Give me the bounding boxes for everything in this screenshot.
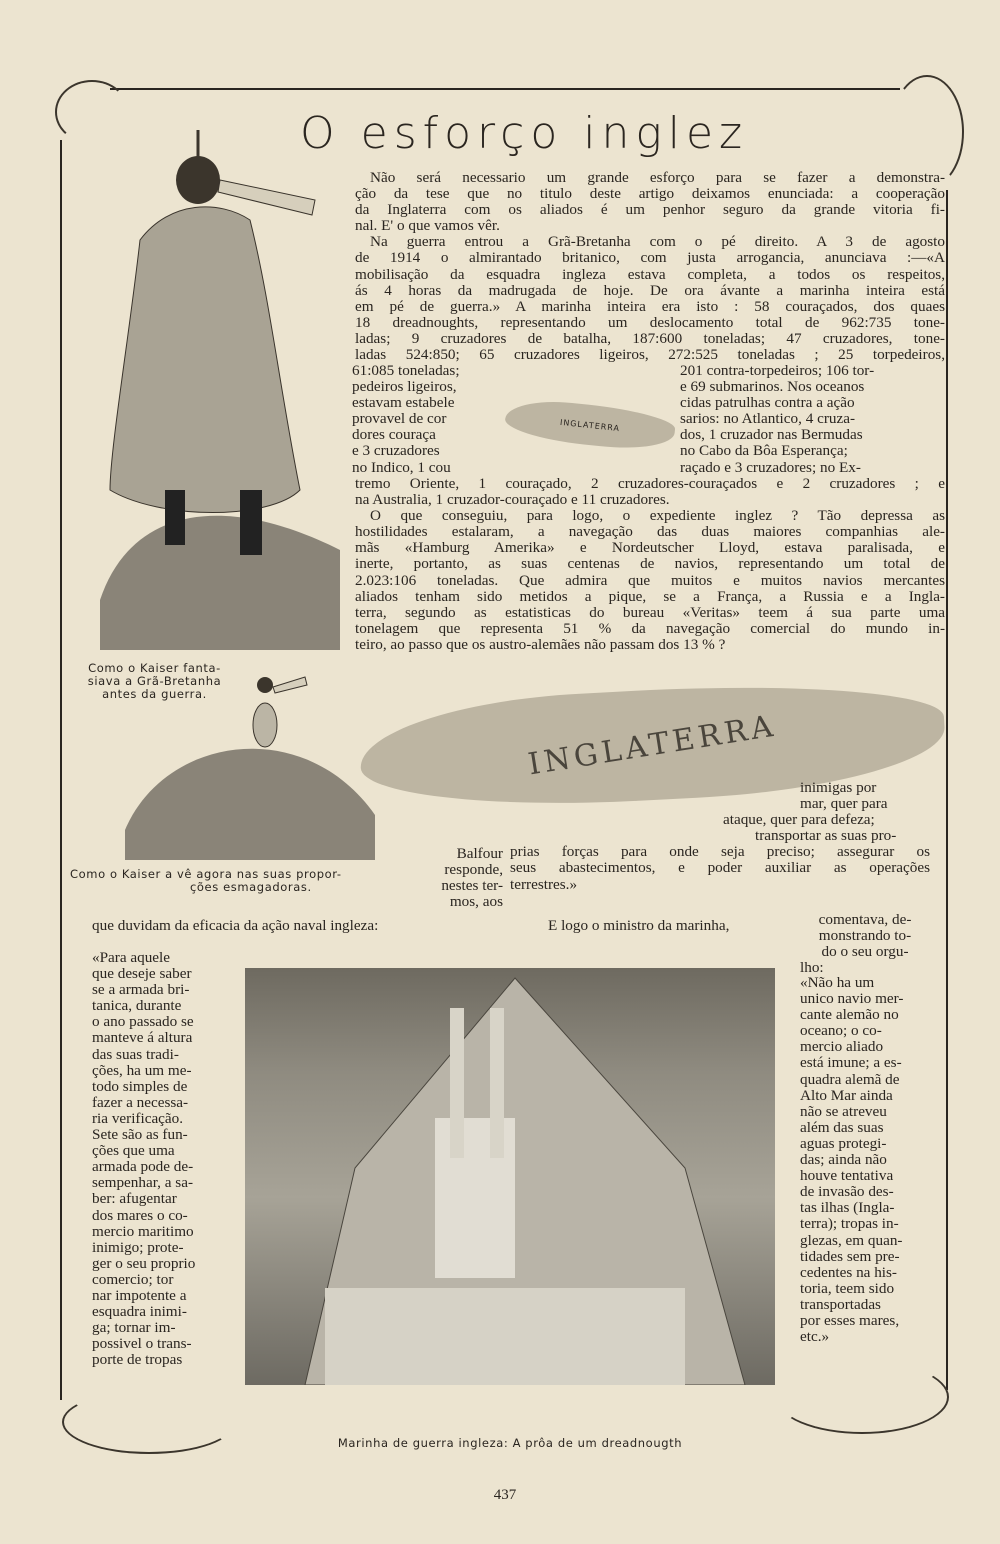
text-line: ções que uma (92, 1142, 175, 1160)
text-line: está imune; a es- (800, 1054, 902, 1072)
text-line-left: que duvidam da eficacia da ação naval ingleza: (92, 917, 379, 934)
text-line: mercio aliado (800, 1038, 884, 1056)
text-line: por esses mares, (800, 1311, 900, 1329)
text-line: se a armada bri- (92, 981, 190, 999)
text-line: hostilidades estalaram, a navegação das duas maiores companhias ale- (355, 523, 945, 541)
text-line: inimigo; prote- (92, 1238, 184, 1256)
text-line: que deseje saber (92, 965, 192, 983)
dreadnought-photo (245, 968, 775, 1385)
text-line: na Australia, 1 cruzador-couraçado e 11 cruzadores. (355, 491, 670, 509)
text-line: toria, teem sido (800, 1279, 895, 1297)
text-split-left (352, 363, 492, 476)
text-line: terrestres.» (510, 875, 578, 893)
text-line: terra); tropas in- (800, 1215, 899, 1233)
text-line: estavam estabele (352, 394, 455, 412)
text-line: nestes ter- (441, 877, 503, 895)
text-line: esquadra inimi- (92, 1303, 187, 1321)
text-line: no Indico, 1 cou (352, 458, 451, 476)
frame-right-rule (946, 190, 948, 1390)
text-line: 61:085 toneladas; (352, 362, 460, 379)
text-line: nar impotente a (92, 1286, 187, 1304)
text-line: ladas 524:850; 65 cruzadores ligeiros, 272:525 toneladas ; 25 torpedeiros, (355, 346, 945, 364)
text-line: ber: afugentar (92, 1190, 177, 1208)
text-line: quadra alemã de (800, 1070, 900, 1088)
text-line: oceano; o co- (800, 1022, 882, 1040)
text-line: glezas, em quan- (800, 1231, 903, 1249)
text-line: porte de tropas (92, 1351, 183, 1369)
text-line: ás 4 horas da madrugada de hoje. De ora ávante a marinha inteira está (355, 281, 945, 299)
text-line: dos mares o co- (92, 1206, 188, 1224)
text-line: prias forças para onde seja preciso; assegurar os (510, 843, 930, 861)
text-line: inerte, portanto, as suas centenas de navios, representando um total de (355, 555, 945, 573)
text-right-tail (800, 912, 930, 976)
text-line: armada pode de- (92, 1158, 194, 1176)
text-line: de 1914 o almirantado britanico, com justa arrogancia, anunciava :—«A (355, 249, 945, 267)
map-label: INGLATERRA (559, 417, 621, 433)
caption-line: Como o Kaiser a vê agora nas suas propor- (70, 867, 342, 881)
page-number: 437 (493, 1487, 517, 1503)
text-line: provavel de cor (352, 410, 447, 428)
text-line: teiro, ao passo que os austro-alemães não passam dos 13 % ? (355, 635, 726, 653)
text-line: ção da tese que no titulo deste artigo deixamos enunciada: a cooperação (355, 185, 945, 203)
text-line: da Inglaterra com os aliados é um penhor seguro da grande vitoria fi- (355, 201, 945, 219)
text-column-left (92, 950, 222, 1368)
text-line: ladas; 9 cruzadores de batalha, 187:600 toneladas; 47 cruzadores, tone- (355, 329, 945, 347)
text-line: inimigas por (800, 779, 877, 796)
caption-line: siava a Grã-Bretanha (87, 674, 222, 688)
caption-line: Como o Kaiser fanta- (88, 661, 221, 675)
text-line: transportar as suas pro- (755, 827, 897, 845)
caption-line: antes da guerra. (102, 687, 207, 701)
text-line: houve tentativa (800, 1167, 894, 1185)
text-line: ga; tornar im- (92, 1319, 176, 1337)
page-title: O esforço inglez (300, 108, 749, 159)
text-line: ria verificação. (92, 1109, 184, 1127)
text-line: Na guerra entrou a Grã-Bretanha com o pé direito. A 3 de agosto (370, 233, 945, 251)
kaiser-cartoon-large (100, 130, 340, 650)
text-line: e 3 cruzadores (352, 442, 440, 460)
text-line: do o seu orgu- (821, 943, 909, 961)
text-line: mos, aos (449, 893, 503, 911)
text-line: comercio; tor (92, 1270, 174, 1288)
text-line: mãs «Hamburg Amerika» e Nordeutscher Lloyd, estava paralisada, e (355, 539, 945, 557)
text-line: das suas tradi- (92, 1045, 179, 1063)
text-line-right: E logo o ministro da marinha, (548, 917, 730, 934)
caption-line: ções esmagadoras. (190, 880, 312, 894)
corner-ornament-bottom-left (62, 1390, 236, 1454)
text-line: aliados tenham sido metidos a pique, se a França, a Russia e a Ingla- (355, 587, 945, 605)
text-line: possivel o trans- (92, 1335, 192, 1353)
text-line: sarios: no Atlantico, 4 cruza- (680, 410, 856, 428)
corner-ornament-bottom-right (775, 1360, 949, 1434)
text-line: Balfour (456, 845, 503, 862)
text-line: mercio maritimo (92, 1222, 194, 1240)
text-line: ções, ha um me- (92, 1061, 192, 1079)
text-line: manteve á altura (92, 1029, 193, 1047)
text-line: ataque, quer para defeza; (723, 811, 875, 829)
text-line: tas ilhas (Ingla- (800, 1199, 895, 1217)
text-line: 2.023:106 toneladas. Que admira que muitos e muitos navios mercantes (355, 571, 945, 589)
text-line: ger o seu proprio (92, 1254, 196, 1272)
text-line: terra, segundo as estatisticas do bureau «Veritas» teem á sua parte uma (355, 603, 945, 621)
text-line: mar, quer para (800, 795, 888, 813)
text-line: além das suas (800, 1118, 884, 1136)
kaiser-cartoon-small (125, 655, 375, 860)
caption-photo: Marinha de guerra ingleza: A prôa de um dreadnougth (337, 1436, 683, 1450)
text-line: etc.» (800, 1328, 830, 1346)
text-line: tremo Oriente, 1 couraçado, 2 cruzadores-couraçados e 2 cruzadores ; e (355, 475, 945, 492)
map-label: INGLATERRA (525, 708, 780, 782)
text-line: dos, 1 cruzador nas Bermudas (680, 426, 863, 444)
text-line: o ano passado se (92, 1013, 194, 1031)
text-line: não se atreveu (800, 1102, 887, 1120)
text-line: cidas patrulhas contra a ação (680, 394, 855, 412)
text-line: Sete são as fun- (92, 1126, 188, 1144)
text-line: seus abastecimentos, e poder auxiliar as operações (510, 859, 930, 877)
article-middle (355, 476, 945, 653)
text-line: lho: (800, 959, 824, 977)
text-line: mobilisação da esquadra ingleza estava completa, a todos os respeitos, (355, 265, 945, 283)
text-line: todo simples de (92, 1077, 188, 1095)
text-line: Não será necessario um grande esforço para se fazer a demonstra- (370, 169, 945, 186)
frame-top-rule (110, 88, 900, 90)
text-line: pedeiros ligeiros, (352, 378, 457, 396)
text-right-block (510, 780, 930, 893)
text-line: monstrando to- (818, 927, 912, 945)
text-line: das; ainda não (800, 1151, 887, 1169)
text-line: tanica, durante (92, 997, 182, 1015)
text-line: unico navio mer- (800, 990, 904, 1008)
text-line: «Não ha um (800, 974, 875, 991)
article-intro (355, 170, 945, 363)
map-inglaterra-small (503, 396, 676, 454)
text-line: nal. E' o que vamos vêr. (355, 217, 500, 235)
text-line: O que conseguiu, para logo, o expediente inglez ? Tão depressa as (370, 507, 945, 525)
text-line: «Para aquele (92, 949, 171, 966)
text-line: 201 contra-torpedeiros; 106 tor- (680, 362, 875, 379)
text-line: cante alemão no (800, 1006, 899, 1024)
text-line: 18 dreadnoughts, representando um deslocamento total de 962:735 tone- (355, 313, 945, 331)
text-line: de invasão des- (800, 1183, 894, 1201)
text-split-right (680, 363, 945, 476)
frame-left-rule (60, 140, 62, 1400)
text-line: tidades sem pre- (800, 1247, 900, 1265)
text-line: responde, (444, 861, 503, 879)
text-line: transportadas (800, 1295, 881, 1313)
text-line: Alto Mar ainda (800, 1086, 893, 1104)
text-balfour (413, 846, 503, 910)
text-line: raçado e 3 cruzadores; no Ex- (680, 458, 861, 476)
caption-kaiser-2 (70, 868, 400, 894)
text-line: cedentes na his- (800, 1263, 897, 1281)
text-line: no Cabo da Bôa Esperança; (680, 442, 848, 460)
text-line: tonelagem que representa 51 % da navegação comercial do mundo in- (355, 619, 945, 637)
text-line: aguas protegi- (800, 1134, 887, 1152)
text-line: em pé de guerra.» A marinha inteira era isto : 58 couraçados, dos quaes (355, 297, 945, 315)
text-line: sempenhar, a sa- (92, 1174, 194, 1192)
text-column-right (800, 975, 930, 1345)
text-line: comentava, de- (818, 911, 912, 928)
text-line: dores couraça (352, 426, 436, 444)
text-line: fazer a necessa- (92, 1093, 189, 1111)
text-line: e 69 submarinos. Nos oceanos (680, 378, 865, 396)
